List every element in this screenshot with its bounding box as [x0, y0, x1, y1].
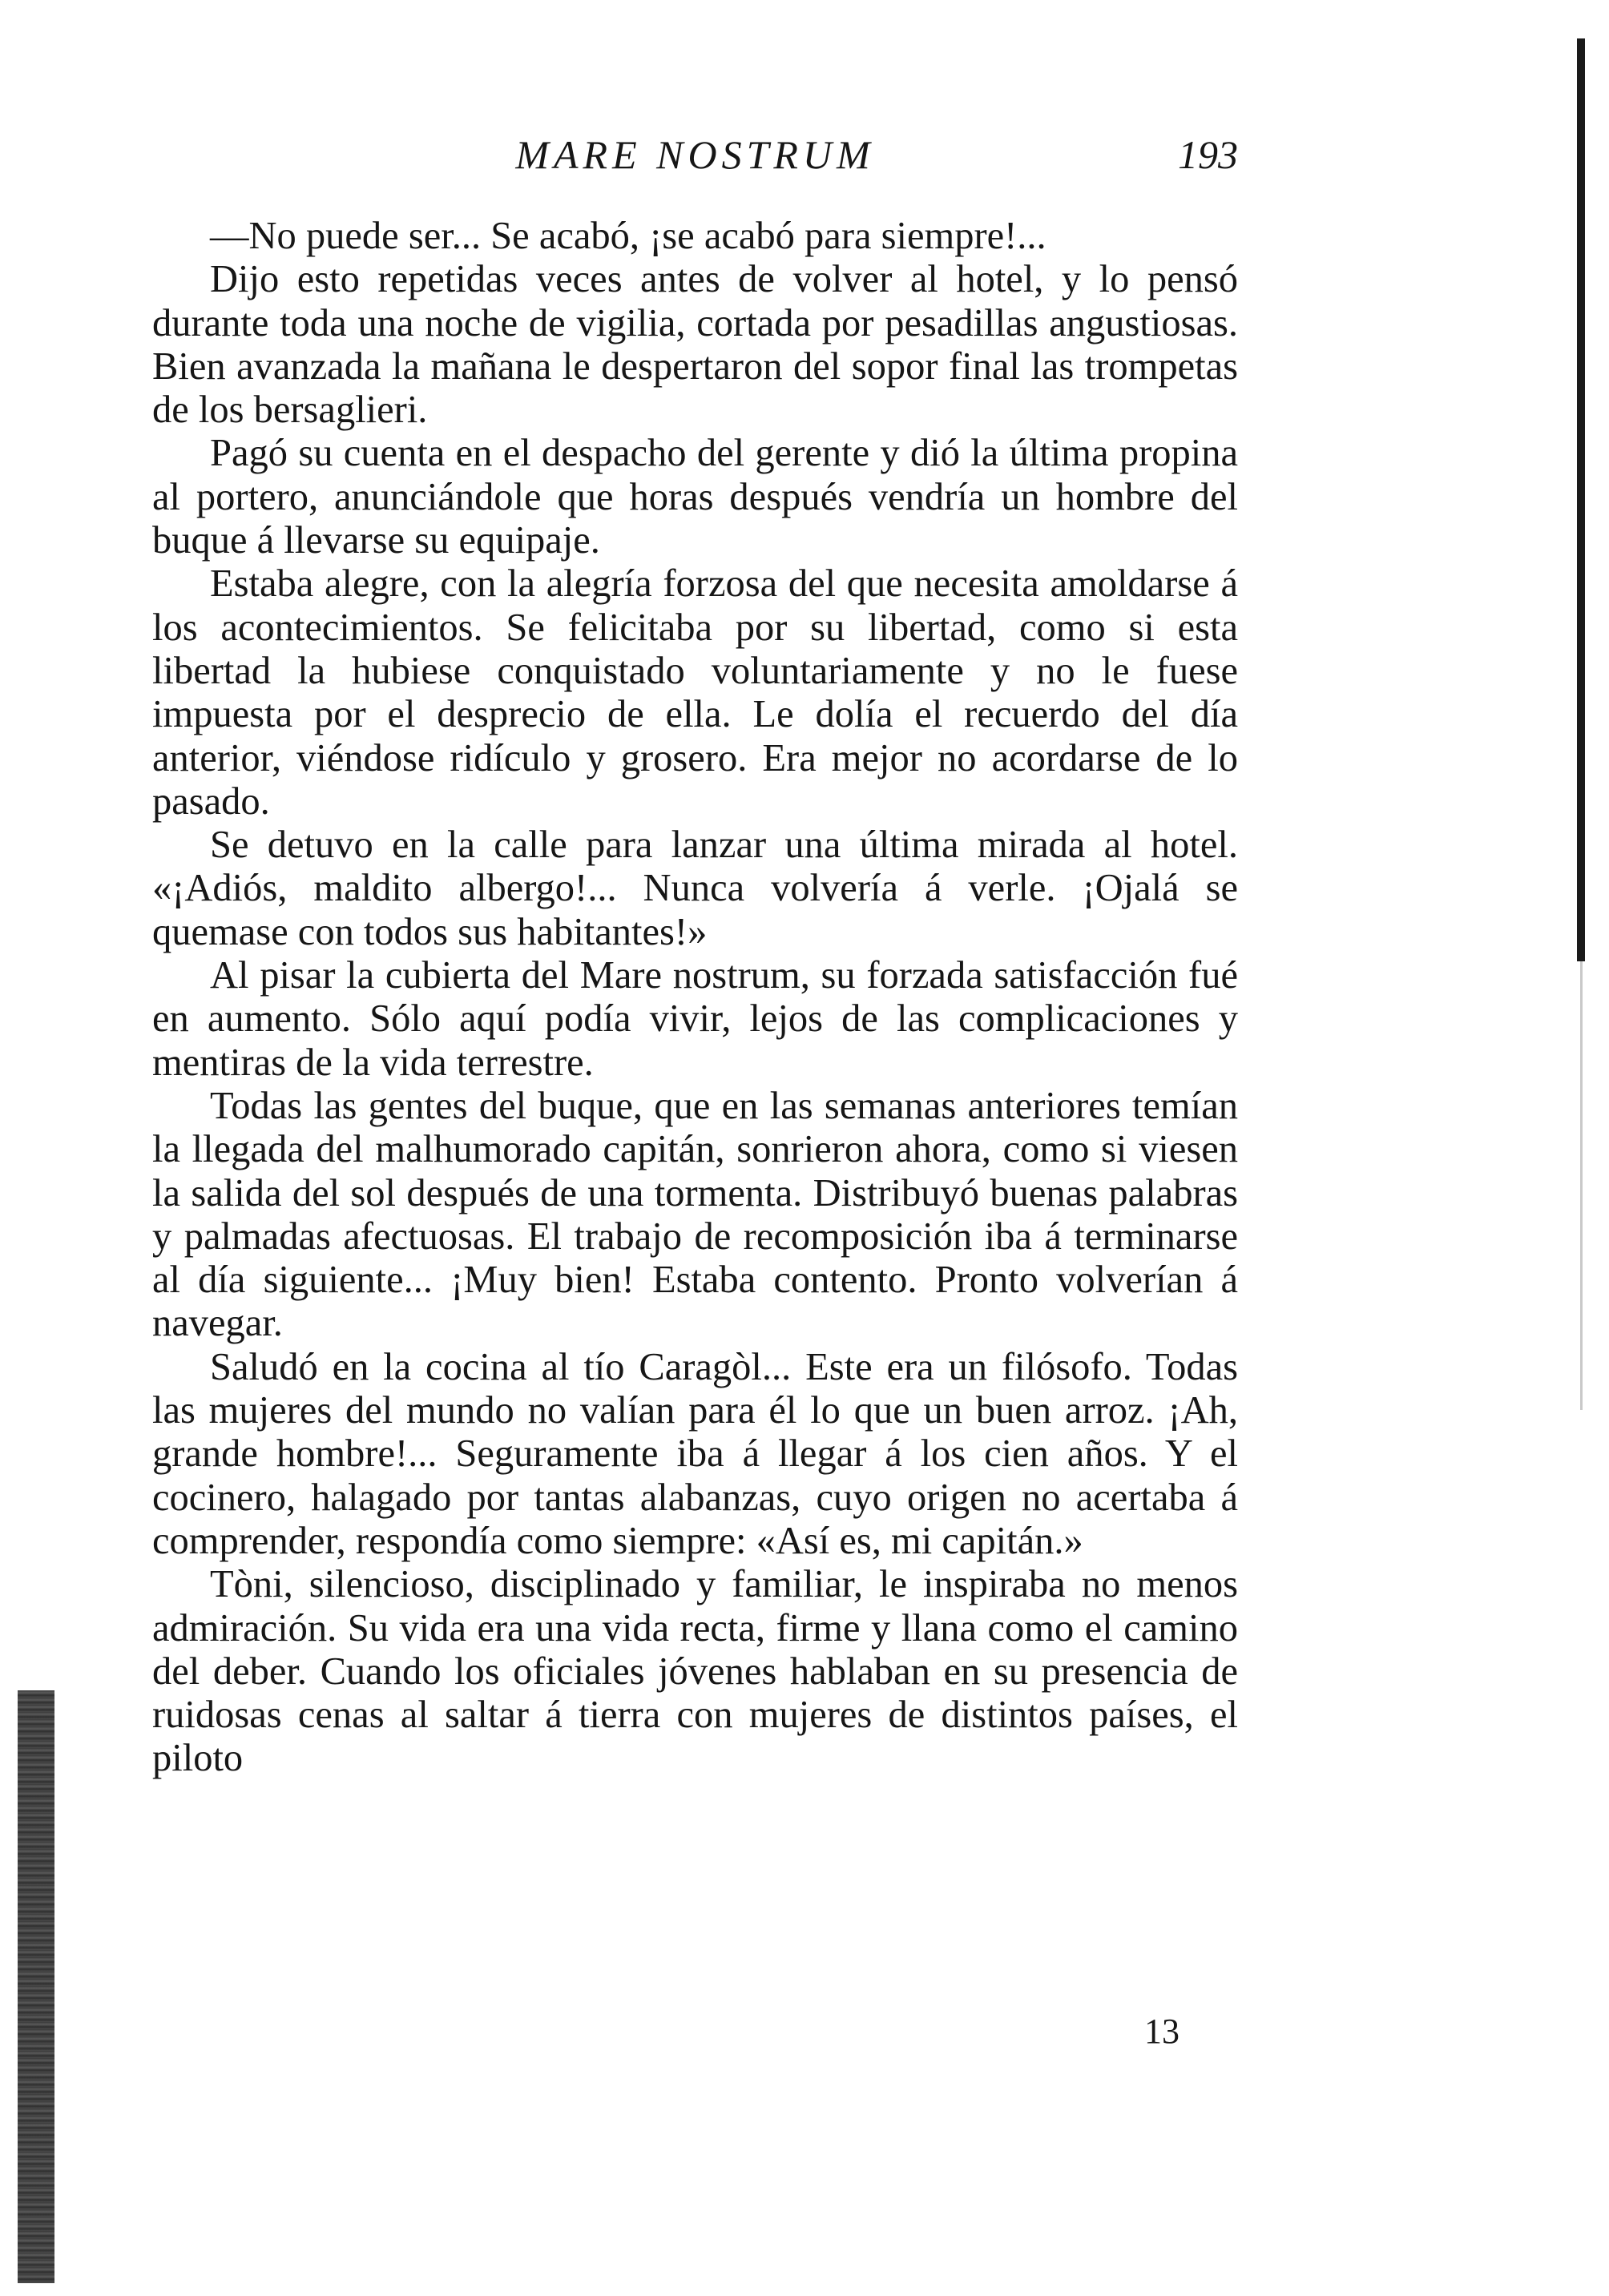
paragraph: Saludó en la cocina al tío Caragòl... Este era un filósofo. Todas las mujeres del mundo no valían para él lo que un buen arroz. ¡Ah, grande hombre!... Seguramente iba á llegar á los cien años. Y el cocinero, halagado por tantas alabanzas, cuyo origen no acertaba á comprender, respondía como siempre: «Así es, mi capitán.» [152, 1345, 1238, 1562]
paragraph: Al pisar la cubierta del Mare nostrum, su forzada satisfacción fué en aumento. Sólo aquí podía vivir, lejos de las complicaciones y mentiras de la vida terrestre. [152, 954, 1238, 1084]
paragraph: Tòni, silencioso, disciplinado y familiar, le inspiraba no menos admiración. Su vida era una vida recta, firme y llana como el camino del deber. Cuando los oficiales jóvenes hablaban en su presencia de ruidosas cenas al saltar á tierra con mujeres de distintos países, el piloto [152, 1563, 1238, 1780]
paragraph: Estaba alegre, con la alegría forzosa del que necesita amoldarse á los acontecimientos. Se felicitaba por su libertad, como si esta libertad la hubiese conquistado voluntariamente y no le fuese impuesta por el desprecio de ella. Le dolía el recuerdo del día anterior, viéndose ridículo y grosero. Era mejor no acordarse de lo pasado. [152, 562, 1238, 823]
paragraph: Dijo esto repetidas veces antes de volver al hotel, y lo pensó durante toda una noche de vigilia, cortada por pesadillas angustiosas. Bien avanzada la mañana le despertaron del sopor final las trompetas de los bersaglieri. [152, 258, 1238, 432]
page-edge-shadow [1577, 38, 1585, 961]
body-text [152, 215, 1238, 1781]
binding-edge [18, 1690, 54, 2283]
paragraph: Se detuvo en la calle para lanzar una última mirada al hotel. «¡Adiós, maldito albergo!... Nunca volvería á verle. ¡Ojalá se quemase con todos sus habitantes!» [152, 824, 1238, 953]
page-edge-faint-line [1580, 961, 1583, 1410]
signature-mark: 13 [1144, 2012, 1180, 2051]
running-header [152, 125, 1238, 189]
paragraph: —No puede ser... Se acabó, ¡se acabó para siempre!... [210, 215, 1046, 257]
paragraph: Pagó su cuenta en el despacho del gerente y dió la última propina al portero, anunciándole que horas después vendría un hombre del buque á llevarse su equipaje. [152, 432, 1238, 562]
paragraph: Todas las gentes del buque, que en las semanas anteriores temían la llegada del malhumorado capitán, sonrieron ahora, como si viesen la salida del sol después de una tormenta. Distribuyó buenas palabras y palmadas afectuosas. El trabajo de recomposición iba á terminarse al día siguiente... ¡Muy bien! Estaba contento. Pronto volverían á navegar. [152, 1084, 1238, 1345]
running-title: MARE NOSTRUM [515, 132, 875, 177]
page-number: 193 [1178, 132, 1238, 177]
